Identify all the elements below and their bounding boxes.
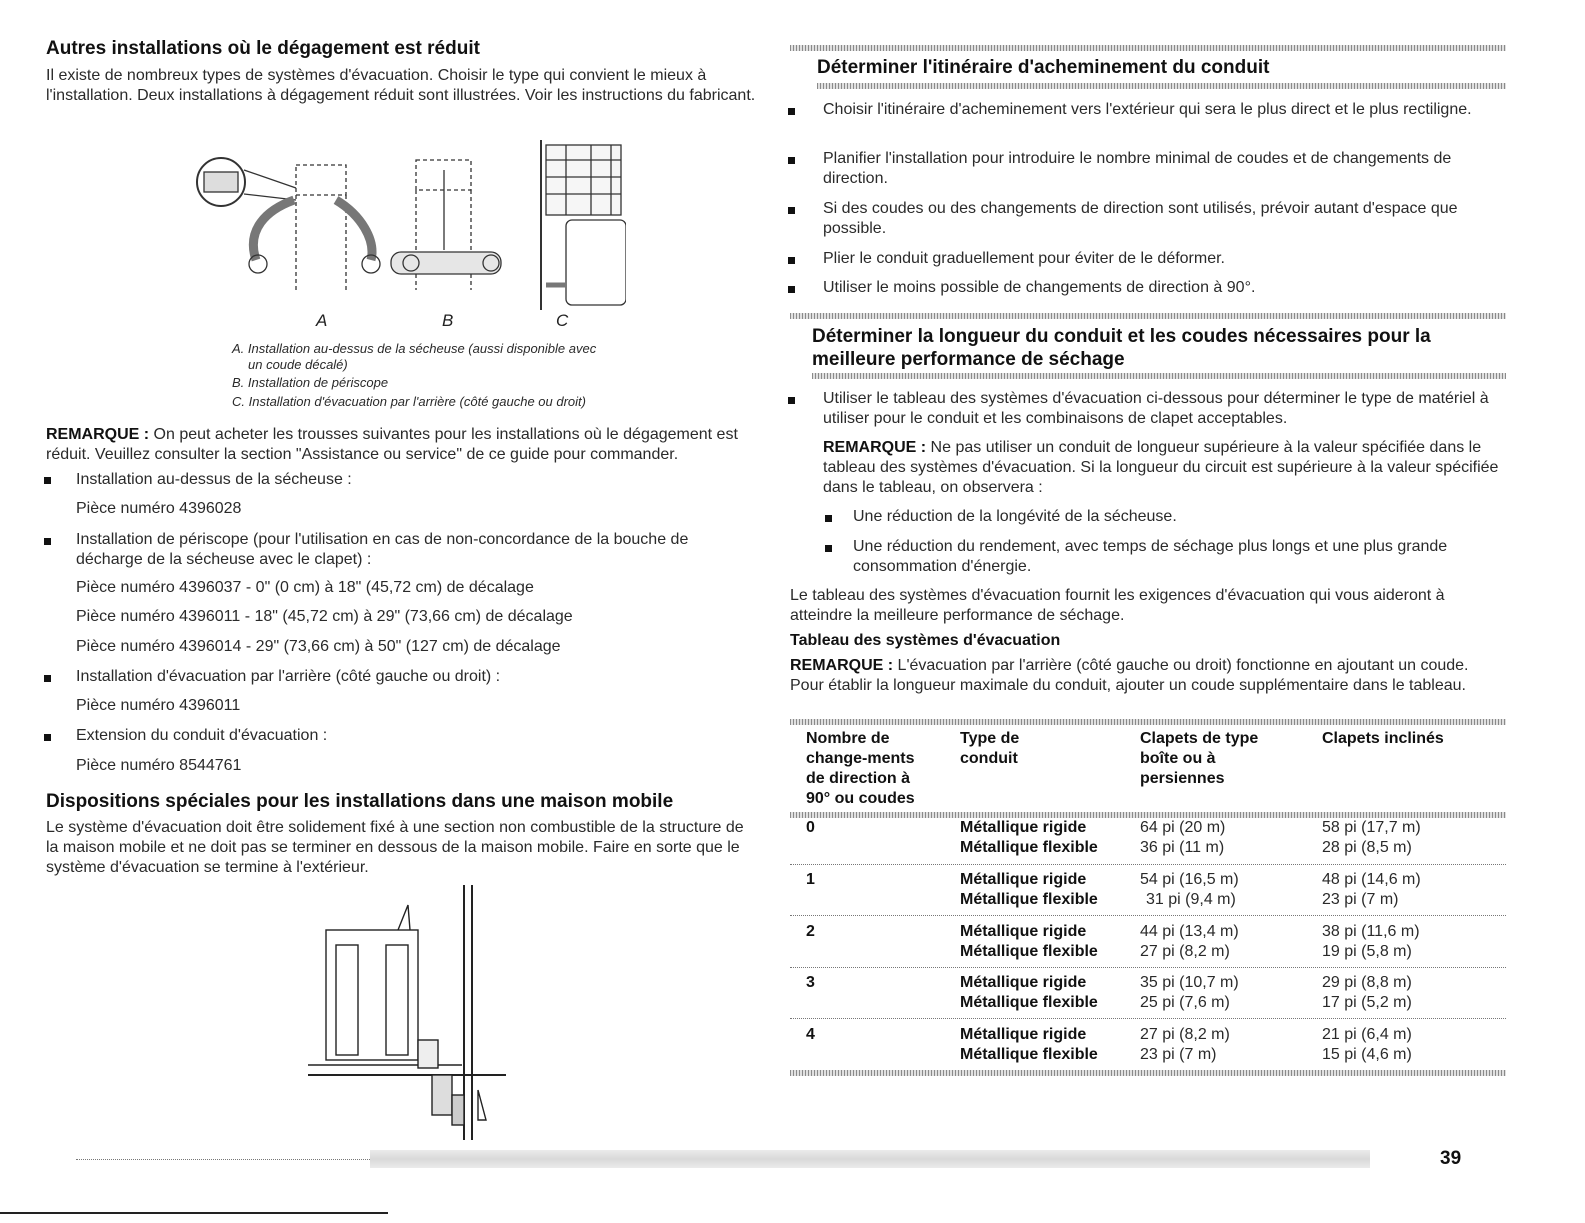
bullet-marker <box>788 207 795 214</box>
bullet-marker <box>825 545 832 552</box>
kit-part-number: Pièce numéro 4396028 <box>76 500 242 517</box>
length-remark <box>823 438 1503 498</box>
section-rule <box>790 45 1506 51</box>
cell-duct-type: Métallique flexible <box>960 943 1098 960</box>
header-line: boîte ou à <box>1140 750 1216 767</box>
header-line: conduit <box>960 750 1018 767</box>
length-instruction: Utiliser le tableau des systèmes d'évacuation ci-dessous pour déterminer le type de matériel à utiliser pour le conduit et les combinaisons de clapet acceptables. <box>823 390 1489 427</box>
bottom-rule <box>0 1212 388 1214</box>
figure-label-c: C <box>556 311 569 330</box>
cell-duct-type: Métallique rigide <box>960 923 1087 940</box>
figure-caption-a: A. Installation au-dessus de la sécheuse (aussi disponible avec <box>232 341 597 356</box>
header-line: 90° ou coudes <box>806 790 915 807</box>
figure-label-a: A <box>316 311 328 330</box>
header-line: Nombre de <box>806 730 890 747</box>
header-line: Clapets de type <box>1140 730 1259 747</box>
bullet-marker <box>44 538 51 545</box>
route-tip: Planifier l'installation pour introduire le nombre minimal de coudes et de changements de direction. <box>823 150 1452 187</box>
kit-item-over-dryer: Installation au-dessus de la sécheuse : <box>76 471 352 488</box>
cell-changes: 0 <box>806 819 815 836</box>
cell-box-hood: 35 pi (10,7 m) <box>1140 974 1239 991</box>
cell-angled-hood: 17 pi (5,2 m) <box>1322 994 1412 1011</box>
header-angled-hoods <box>1322 729 1444 749</box>
cell-box-hood: 64 pi (20 m) <box>1140 819 1226 836</box>
bullet-marker <box>788 108 795 115</box>
table-intro: Le tableau des systèmes d'évacuation fournit les exigences d'évacuation qui vous aideront à atteindre la meilleure performance de séchage. <box>790 587 1445 624</box>
cell-duct-type: Métallique flexible <box>960 891 1098 908</box>
section-rule <box>812 373 1506 379</box>
cell-box-hood: 36 pi (11 m) <box>1140 839 1225 856</box>
cell-changes: 4 <box>806 1026 815 1043</box>
bullet-marker <box>788 157 795 164</box>
cell-duct-type: Métallique flexible <box>960 839 1098 856</box>
cell-angled-hood: 23 pi (7 m) <box>1322 891 1399 908</box>
cell-angled-hood: 28 pi (8,5 m) <box>1322 839 1412 856</box>
row-divider <box>790 864 1506 865</box>
kit-part-number: Pièce numéro 4396037 - 0" (0 cm) à 18" (45,72 cm) de décalage <box>76 579 534 596</box>
remark-text: On peut acheter les trousses suivantes pour les installations où le dégagement est réduit. Veuillez consulter la section "Assistance ou service" de ce guide pour commander. <box>46 426 738 463</box>
remark-label: REMARQUE : <box>790 657 894 674</box>
header-box-hoods <box>1140 729 1258 789</box>
row-divider <box>790 1018 1506 1019</box>
cell-box-hood: 25 pi (7,6 m) <box>1140 994 1230 1011</box>
cell-duct-type: Métallique flexible <box>960 994 1098 1011</box>
section-title-reduced-clearance: Autres installations où le dégagement est réduit <box>46 38 480 59</box>
cell-duct-type: Métallique rigide <box>960 819 1087 836</box>
cell-box-hood: 31 pi (9,4 m) <box>1146 891 1236 908</box>
kit-item-rear-exhaust: Installation d'évacuation par l'arrière (côté gauche ou droit) : <box>76 668 501 685</box>
figure-caption-a-cont: un coude décalé) <box>248 357 348 372</box>
cell-angled-hood: 21 pi (6,4 m) <box>1322 1026 1412 1043</box>
section-title-duct-length: Déterminer la longueur du conduit et les coudes nécessaires pour la meilleure performance de séchage <box>812 326 1431 370</box>
route-tip: Plier le conduit graduellement pour éviter de le déformer. <box>823 250 1225 267</box>
cell-box-hood: 27 pi (8,2 m) <box>1140 1026 1230 1043</box>
mobile-home-text: Le système d'évacuation doit être solidement fixé à une section non combustible de la structure de la maison mobile et ne doit pas se terminer en dessous de la maison mobile. Faire en sorte que le système d'évacuation se termine à l'extérieur. <box>46 819 744 876</box>
section-rule <box>790 313 1506 319</box>
route-tip: Si des coudes ou des changements de direction sont utilisés, prévoir autant d'espace que possible. <box>823 200 1458 237</box>
remark-text: Ne pas utiliser un conduit de longueur supérieure à la valeur spécifiée dans le tableau des systèmes d'évacuation. Si la longueur du circuit est supérieure à la valeur spécifiée dans le tableau, on observera : <box>823 439 1499 496</box>
row-divider <box>790 967 1506 968</box>
figure-label-b: B <box>442 311 454 330</box>
cell-angled-hood: 19 pi (5,8 m) <box>1322 943 1412 960</box>
bullet-marker <box>44 477 51 484</box>
section-rule <box>817 83 1506 89</box>
footer-bar <box>370 1150 1370 1168</box>
table-title: Tableau des systèmes d'évacuation <box>790 632 1061 649</box>
cell-duct-type: Métallique rigide <box>960 871 1087 888</box>
bullet-marker <box>788 397 795 404</box>
reduced-clearance-intro: Il existe de nombreux types de systèmes d'évacuation. Choisir le type qui convient le mieux à l'installation. Deux installations à dégagement réduit sont illustrées. Voir les instructions du fabricant. <box>46 67 756 104</box>
page-number: 39 <box>1440 1148 1462 1169</box>
kit-item-periscope: Installation de périscope (pour l'utilisation en cas de non-concordance de la bouche de décharge de la sécheuse avec le clapet) : <box>76 531 689 568</box>
header-changes <box>806 729 915 809</box>
bullet-marker <box>825 515 832 522</box>
cell-duct-type: Métallique rigide <box>960 1026 1087 1043</box>
kit-part-number: Pièce numéro 4396014 - 29" (73,66 cm) à 50" (127 cm) de décalage <box>76 638 561 655</box>
mobile-home-illustration <box>306 885 506 1140</box>
kit-item-extension: Extension du conduit d'évacuation : <box>76 727 328 744</box>
cell-angled-hood: 15 pi (4,6 m) <box>1322 1046 1412 1063</box>
bullet-marker <box>788 286 795 293</box>
section-title-duct-route: Déterminer l'itinéraire d'acheminement du conduit <box>817 57 1270 78</box>
header-line: Clapets inclinés <box>1322 730 1444 747</box>
remark-paragraph <box>46 425 758 465</box>
cell-angled-hood: 48 pi (14,6 m) <box>1322 871 1421 888</box>
route-tip: Utiliser le moins possible de changements de direction à 90°. <box>823 279 1256 296</box>
row-divider <box>790 915 1506 916</box>
cell-box-hood: 54 pi (16,5 m) <box>1140 871 1239 888</box>
header-line: change-ments <box>806 750 915 767</box>
bullet-marker <box>44 675 51 682</box>
kit-part-number: Pièce numéro 8544761 <box>76 757 242 774</box>
header-line: Type de <box>960 730 1020 747</box>
header-line: de direction à <box>806 770 911 787</box>
footer-dotted-line <box>76 1159 370 1160</box>
cell-changes: 2 <box>806 923 815 940</box>
header-line: persiennes <box>1140 770 1225 787</box>
cell-duct-type: Métallique rigide <box>960 974 1087 991</box>
cell-angled-hood: 58 pi (17,7 m) <box>1322 819 1421 836</box>
remark-text: L'évacuation par l'arrière (côté gauche ou droit) fonctionne en ajoutant un coude. Pour établir la longueur maximale du conduit, ajouter un coude supplémentaire dans le tableau. <box>790 657 1469 694</box>
kit-part-number: Pièce numéro 4396011 - 18" (45,72 cm) à 29" (73,66 cm) de décalage <box>76 608 573 625</box>
cell-box-hood: 27 pi (8,2 m) <box>1140 943 1230 960</box>
reduced-clearance-illustration <box>186 140 626 315</box>
header-duct-type <box>960 729 1019 769</box>
figure-caption-c: C. Installation d'évacuation par l'arrière (côté gauche ou droit) <box>232 394 586 409</box>
cell-box-hood: 23 pi (7 m) <box>1140 1046 1217 1063</box>
consequence-item: Une réduction du rendement, avec temps de séchage plus longs et une plus grande consommation d'énergie. <box>853 538 1448 575</box>
kit-part-number: Pièce numéro 4396011 <box>76 697 241 714</box>
cell-changes: 3 <box>806 974 815 991</box>
cell-angled-hood: 29 pi (8,8 m) <box>1322 974 1412 991</box>
section-title-mobile-home: Dispositions spéciales pour les installations dans une maison mobile <box>46 791 674 812</box>
route-tip: Choisir l'itinéraire d'acheminement vers l'extérieur qui sera le plus direct et le plus rectiligne. <box>823 101 1472 118</box>
cell-box-hood: 44 pi (13,4 m) <box>1140 923 1239 940</box>
remark-label: REMARQUE : <box>46 426 150 443</box>
table-remark <box>790 656 1502 696</box>
remark-label: REMARQUE : <box>823 439 927 456</box>
consequence-item: Une réduction de la longévité de la sécheuse. <box>853 508 1177 525</box>
cell-changes: 1 <box>806 871 815 888</box>
table-rule <box>790 719 1506 725</box>
bullet-marker <box>44 734 51 741</box>
cell-duct-type: Métallique flexible <box>960 1046 1098 1063</box>
cell-angled-hood: 38 pi (11,6 m) <box>1322 923 1420 940</box>
figure-caption-b: B. Installation de périscope <box>232 375 389 390</box>
table-rule <box>790 1070 1506 1076</box>
bullet-marker <box>788 257 795 264</box>
